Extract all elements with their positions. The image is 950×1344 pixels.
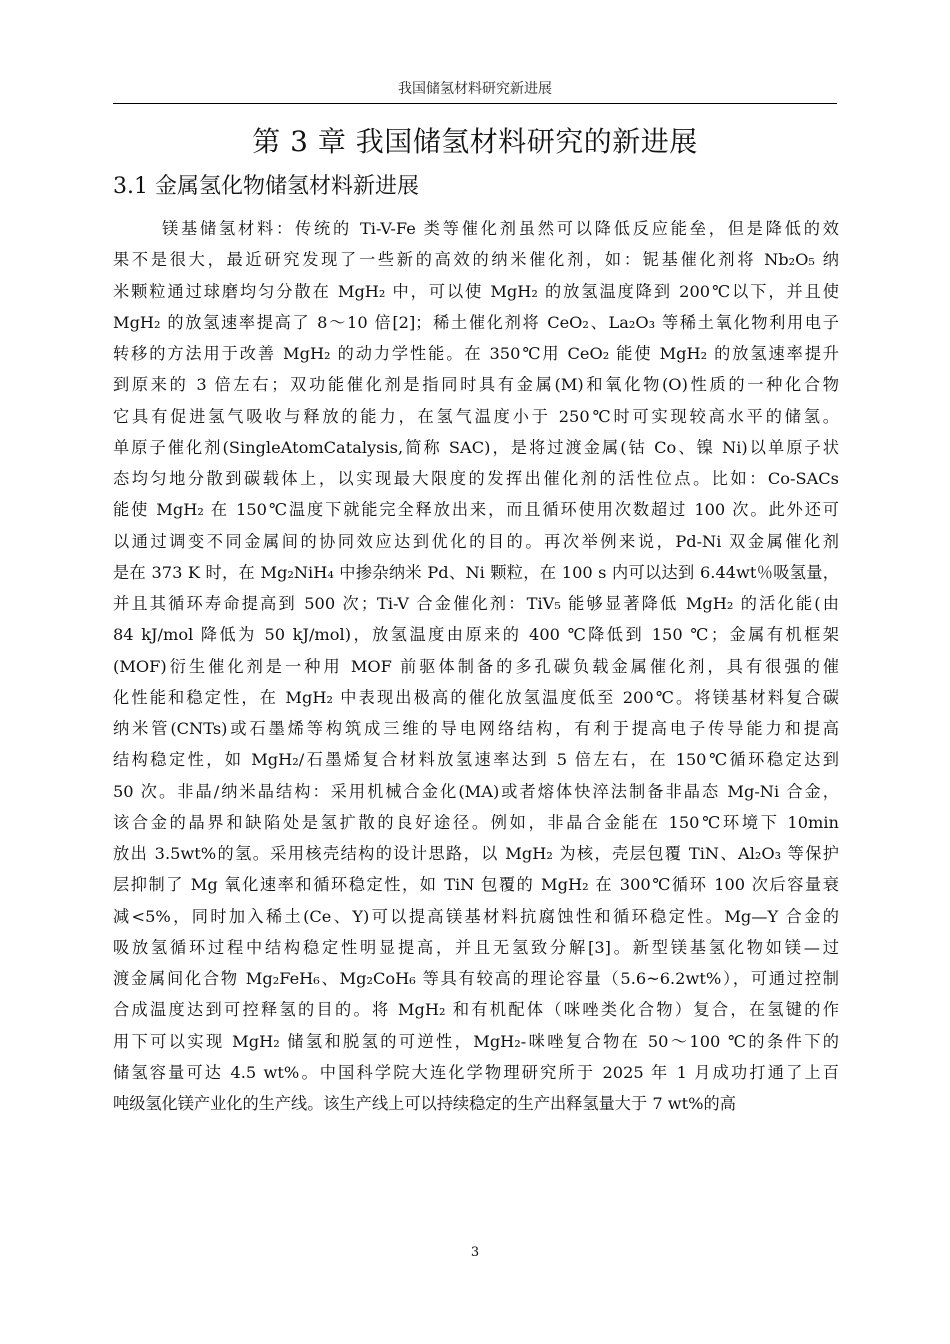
body-line: 吸放氢循环过程中结构稳定性明显提高，并且无氢致分解[3]。新型镁基氢化物如镁—过 [113,937,839,957]
body-line: 米颗粒通过球磨均匀分散在 MgH₂ 中，可以使 MgH₂ 的放氢温度降到 200℃以下，并且使 [113,281,839,301]
body-line: 渡金属间化合物 Mg₂FeH₆、Mg₂CoH₆ 等具有较高的理论容量（5.6~6.2wt%），可通过控制 [113,969,839,988]
body-line: 50 次。非晶/纳米晶结构：采用机械合金化(MA)或者熔体快淬法制备非晶态 Mg-Ni 合金， [113,781,839,801]
body-line: 放出 3.5wt%的氢。采用核壳结构的设计思路，以 MgH₂ 为核，壳层包覆 TiN、Al₂O₃ 等保护 [113,844,839,863]
body-line: 该合金的晶界和缺陷处是氢扩散的良好途径。例如，非晶合金能在 150℃环境下 10min [113,812,839,832]
body-line: 是在 373 K 时，在 Mg₂NiH₄ 中掺杂纳米 Pd、Ni 颗粒，在 100 s 内可以达到 6.44wt％吸氢量， [113,562,839,582]
body-line: 并且其循环寿命提高到 500 次；Ti-V 合金催化剂：TiV₅ 能够显著降低 MgH₂ 的活化能(由 [113,594,839,613]
body-line: 储氢容量可达 4.5 wt%。中国科学院大连化学物理研究所于 2025 年 1 月成功打通了上百 [113,1062,839,1082]
page-number: 3 [470,1245,480,1260]
body-line: 合成温度达到可控释氢的目的。将 MgH₂ 和有机配体（咪唑类化合物）复合，在氢键的作 [113,1000,839,1020]
body-line: 镁基储氢材料：传统的 Ti-V-Fe 类等催化剂虽然可以降低反应能垒，但是降低的效 [162,219,839,238]
body-line: 结构稳定性，如 MgH₂/石墨烯复合材料放氢速率达到 5 倍左右，在 150℃循环稳定达到 [113,750,839,770]
body-line: 以通过调变不同金属间的协同效应达到优化的目的。再次举例来说，Pd-Ni 双金属催化剂 [113,531,839,551]
running-header: 我国储氢材料研究新进展 [398,81,552,97]
body-line: 能使 MgH₂ 在 150℃温度下就能完全释放出来，而且循环使用次数超过 100 次。此外还可 [113,500,839,520]
chapter-title: 第 3 章 我国储氢材料研究的新进展 [252,125,698,158]
body-paragraph [113,213,839,1119]
body-line: 到原来的 3 倍左右；双功能催化剂是指同时具有金属(M)和氧化物(O)性质的一种化合物 [113,375,839,395]
body-line: 用下可以实现 MgH₂ 储氢和脱氢的可逆性，MgH₂-咪唑复合物在 50～100 ℃的条件下的 [113,1031,839,1051]
body-line: 化性能和稳定性，在 MgH₂ 中表现出极高的催化放氢温度低至 200℃。将镁基材料复合碳 [113,687,839,707]
body-line: 态均匀地分散到碳载体上，以实现最大限度的发挥出催化剂的活性位点。比如：Co-SACs [113,469,839,488]
body-line: 84 kJ/mol 降低为 50 kJ/mol)，放氢温度由原来的 400 ℃降低到 150 ℃；金属有机框架 [113,625,839,645]
body-line: 减<5%，同时加入稀土(Ce、Y)可以提高镁基材料抗腐蚀性和循环稳定性。Mg—Y 合金的 [113,906,839,926]
body-line: 转移的方法用于改善 MgH₂ 的动力学性能。在 350℃用 CeO₂ 能使 MgH₂ 的放氢速率提升 [113,344,839,363]
body-line: 果不是很大，最近研究发现了一些新的高效的纳米催化剂，如：铌基催化剂将 Nb₂O₅ 纳 [113,250,839,270]
body-line: 它具有促进氢气吸收与释放的能力，在氢气温度小于 250℃时可实现较高水平的储氢。 [113,406,839,426]
body-line: 单原子催化剂(SingleAtomCatalysis,简称 SAC)，是将过渡金属(钴 Co、镍 Ni)以单原子状 [113,437,839,457]
body-line: 层抑制了 Mg 氧化速率和循环稳定性，如 TiN 包覆的 MgH₂ 在 300℃循环 100 次后容量衰 [113,875,839,895]
body-line: 纳米管(CNTs)或石墨烯等构筑成三维的导电网络结构，有利于提高电子传导能力和提高 [113,719,839,738]
body-line: 吨级氢化镁产业化的生产线。该生产线上可以持续稳定的生产出释氢量大于 7 wt%的高 [113,1094,736,1113]
section-title: 3.1 金属氢化物储氢材料新进展 [113,174,419,199]
header-rule [113,103,837,104]
body-line: MgH₂ 的放氢速率提高了 8～10 倍[2]；稀土催化剂将 CeO₂、La₂O₃ 等稀土氧化物利用电子 [113,312,839,332]
body-line: (MOF)衍生催化剂是一种用 MOF 前驱体制备的多孔碳负载金属催化剂，具有很强的催 [113,656,839,676]
